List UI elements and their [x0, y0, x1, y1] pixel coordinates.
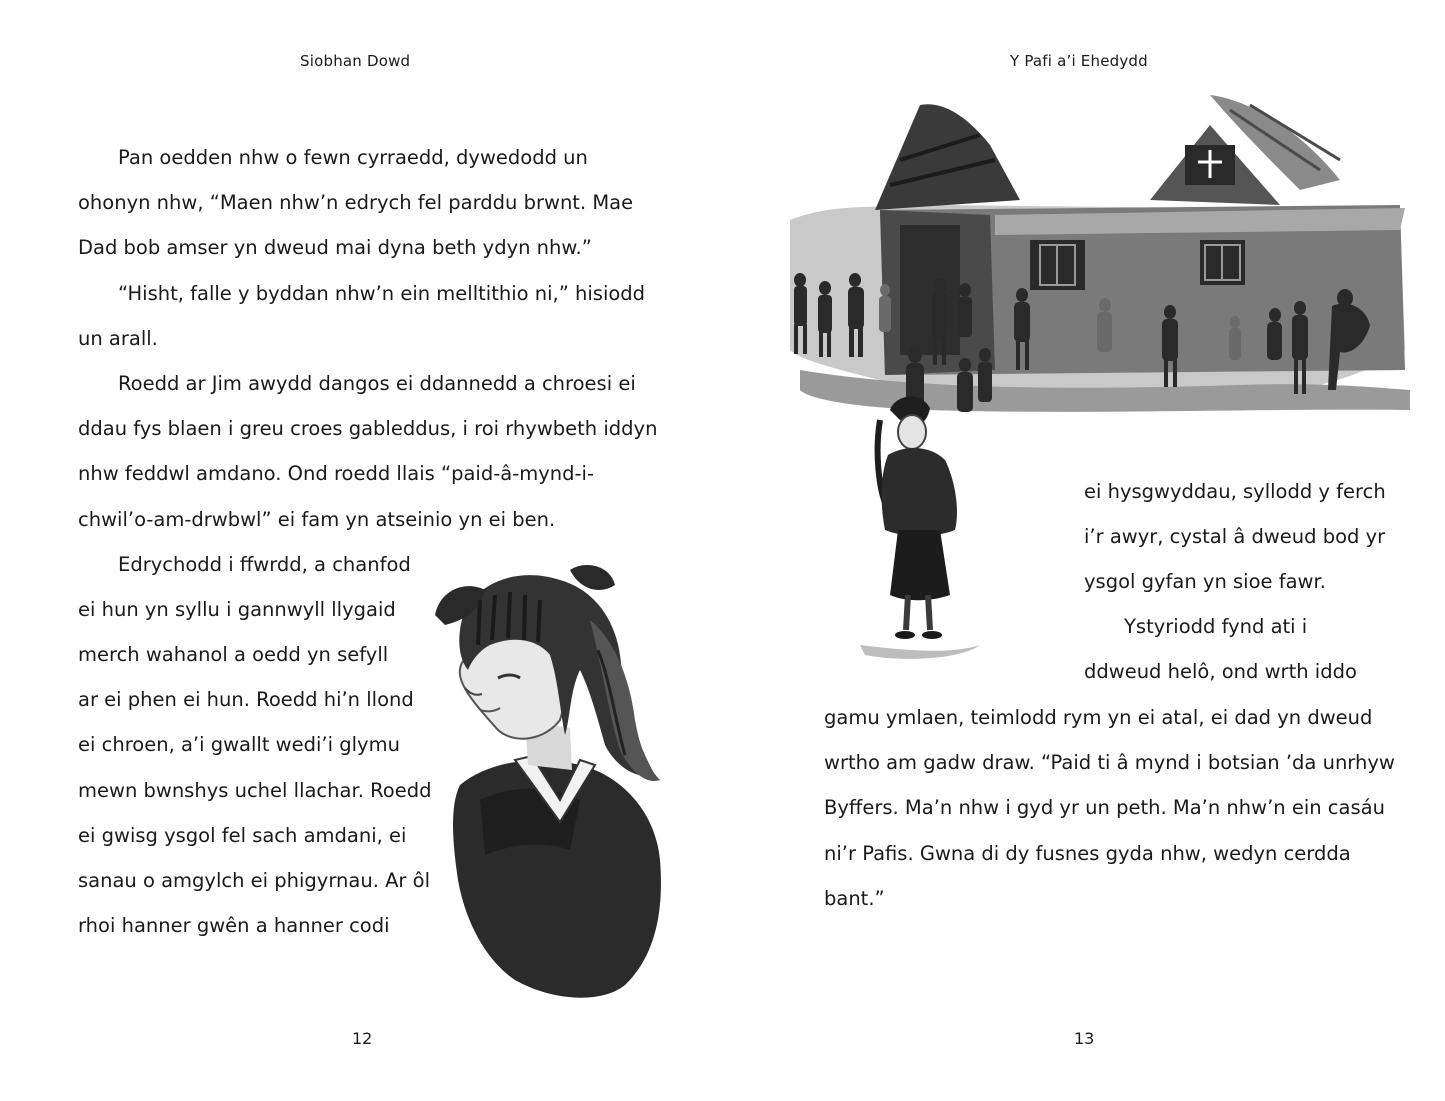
text-line: rhoi hanner gwên a hanner codi: [78, 914, 390, 937]
text-line: ei gwisg ysgol fel sach amdani, ei: [78, 824, 407, 847]
text-line: ei chroen, a’i gwallt wedi’i glymu: [78, 733, 400, 756]
text-line: wrtho am gadw draw. “Paid ti â mynd i botsian ’da unrhyw: [824, 751, 1395, 774]
text-line: ei hun yn syllu i gannwyll llygaid: [78, 598, 396, 621]
right-page: [722, 0, 1445, 1101]
text-line: mewn bwnshys uchel llachar. Roedd: [78, 779, 432, 802]
text-line: ohonyn nhw, “Maen nhw’n edrych fel parddu brwnt. Mae: [78, 191, 634, 214]
text-line: ddau fys blaen i greu croes gableddus, i roi rhywbeth iddyn: [78, 417, 658, 440]
page-number: 12: [352, 1029, 373, 1048]
text-line: Dad bob amser yn dweud mai dyna beth ydyn nhw.”: [78, 236, 592, 259]
text-line: ar ei phen ei hun. Roedd hi’n llond: [78, 688, 414, 711]
text-line: sanau o amgylch ei phigyrnau. Ar ôl: [78, 869, 430, 892]
text-line: gamu ymlaen, teimlodd rym yn ei atal, ei dad yn dweud: [824, 706, 1373, 729]
left-page: [0, 0, 722, 1101]
running-head-title: Y Pafi a’i Ehedydd: [1010, 52, 1148, 70]
text-line: ni’r Pafis. Gwna di dy fusnes gyda nhw, wedyn cerdda: [824, 842, 1351, 865]
text-line: Byffers. Ma’n nhw i gyd yr un peth. Ma’n nhw’n ein casáu: [824, 796, 1385, 819]
text-line: Roedd ar Jim awydd dangos ei ddannedd a chroesi ei: [118, 372, 636, 395]
text-line: ysgol gyfan yn sioe fawr.: [1084, 570, 1326, 593]
text-line: “Hisht, falle y byddan nhw’n ein melltithio ni,” hisiodd: [118, 282, 646, 305]
running-head-author: Siobhan Dowd: [300, 52, 411, 70]
text-line: bant.”: [824, 887, 885, 910]
text-line: chwil’o-am-drwbwl” ei fam yn atseinio yn ei ben.: [78, 508, 556, 531]
text-line: merch wahanol a oedd yn sefyll: [78, 643, 389, 666]
text-line: Pan oedden nhw o fewn cyrraedd, dywedodd un: [118, 146, 588, 169]
page-number: 13: [1074, 1029, 1095, 1048]
text-line: ddweud helô, ond wrth iddo: [1084, 660, 1357, 683]
girl-portrait-illustration: [420, 560, 670, 1005]
text-line: nhw feddwl amdano. Ond roedd llais “paid-â-mynd-i-: [78, 462, 594, 485]
text-line: Edrychodd i ffwrdd, a chanfod: [118, 553, 411, 576]
text-line: i’r awyr, cystal â dweud bod yr: [1084, 525, 1386, 548]
text-line: un arall.: [78, 327, 158, 350]
text-line: Ystyriodd fynd ati i: [1124, 615, 1308, 638]
text-line: ei hysgwyddau, syllodd y ferch: [1084, 480, 1386, 503]
